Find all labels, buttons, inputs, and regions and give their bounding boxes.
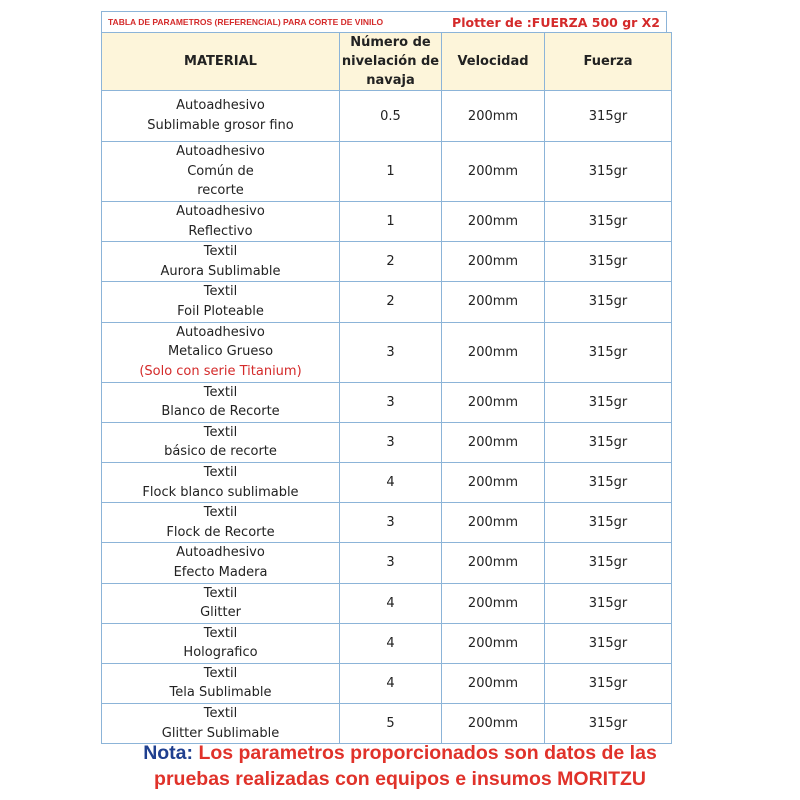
material-line: Flock blanco sublimable <box>142 484 299 500</box>
table-row <box>102 583 672 623</box>
force-cell: 315gr <box>545 704 672 744</box>
material-cell <box>102 462 340 502</box>
speed-cell: 200mm <box>442 623 545 663</box>
material-line: Textil <box>203 505 238 521</box>
material-line: Glitter <box>200 605 241 621</box>
table-title: TABLA DE PARAMETROS (REFERENCIAL) PARA CORTE DE VINILO <box>108 17 384 27</box>
force-cell: 315gr <box>545 422 672 462</box>
material-line: Foil Ploteable <box>177 303 264 319</box>
table-row <box>102 503 672 543</box>
material-line: básico de recorte <box>164 444 277 460</box>
force-cell: 315gr <box>545 663 672 703</box>
material-line: Efecto Madera <box>173 564 268 580</box>
material-cell <box>102 242 340 282</box>
blade-level-cell: 3 <box>340 382 442 422</box>
material-cell <box>102 282 340 322</box>
speed-cell: 200mm <box>442 462 545 502</box>
force-cell: 315gr <box>545 462 672 502</box>
table-row <box>102 422 672 462</box>
force-cell: 315gr <box>545 242 672 282</box>
speed-cell: 200mm <box>442 242 545 282</box>
blade-level-cell: 2 <box>340 282 442 322</box>
material-line: Textil <box>203 665 238 681</box>
material-cell <box>102 623 340 663</box>
speed-cell: 200mm <box>442 583 545 623</box>
blade-level-cell: 4 <box>340 623 442 663</box>
material-line: Autoadhesivo <box>176 98 265 114</box>
material-line: Textil <box>203 585 238 601</box>
material-line: Blanco de Recorte <box>161 404 280 420</box>
force-cell: 315gr <box>545 543 672 583</box>
blade-level-cell: 3 <box>340 543 442 583</box>
material-line: Textil <box>203 625 238 641</box>
table-row <box>102 282 672 322</box>
force-cell: 315gr <box>545 382 672 422</box>
material-cell <box>102 663 340 703</box>
blade-level-cell: 3 <box>340 322 442 382</box>
speed-cell: 200mm <box>442 704 545 744</box>
parameters-table <box>101 32 672 744</box>
table-body <box>102 91 672 744</box>
speed-cell: 200mm <box>442 282 545 322</box>
blade-level-cell: 2 <box>340 242 442 282</box>
blade-level-cell: 4 <box>340 583 442 623</box>
force-cell: 315gr <box>545 322 672 382</box>
blade-level-cell: 1 <box>340 202 442 242</box>
force-cell: 315gr <box>545 503 672 543</box>
speed-cell: 200mm <box>442 543 545 583</box>
force-cell: 315gr <box>545 202 672 242</box>
material-line: Textil <box>203 464 238 480</box>
table-row <box>102 382 672 422</box>
material-line: Holografico <box>183 645 258 661</box>
material-line: Tela Sublimable <box>169 685 272 701</box>
material-cell <box>102 543 340 583</box>
force-cell: 315gr <box>545 142 672 202</box>
material-line: Autoadhesivo <box>176 144 265 160</box>
material-line: Autoadhesivo <box>176 545 265 561</box>
table-row <box>102 462 672 502</box>
blade-level-cell: 1 <box>340 142 442 202</box>
table-header-row <box>102 33 672 91</box>
material-line: Reflectivo <box>188 223 253 239</box>
table-row <box>102 322 672 382</box>
blade-level-cell: 3 <box>340 422 442 462</box>
table-row <box>102 242 672 282</box>
speed-cell: 200mm <box>442 91 545 142</box>
table-row <box>102 91 672 142</box>
speed-cell: 200mm <box>442 142 545 202</box>
note-line-2: pruebas realizadas con equipos e insumos MORITZU <box>154 768 646 790</box>
material-line: Sublimable grosor fino <box>147 118 294 133</box>
table-row <box>102 704 672 744</box>
note-label: Nota: <box>143 742 194 764</box>
blade-level-cell: 5 <box>340 704 442 744</box>
column-header-blade-level: Número de nivelación de navaja <box>340 33 442 91</box>
blade-level-cell: 0.5 <box>340 91 442 142</box>
material-line: Textil <box>203 706 238 722</box>
material-line: Aurora Sublimable <box>160 263 281 279</box>
material-line: Textil <box>203 284 238 300</box>
material-line: Metalico Grueso <box>167 344 274 360</box>
material-line: Flock de Recorte <box>166 524 275 540</box>
blade-level-cell: 4 <box>340 462 442 502</box>
force-cell: 315gr <box>545 282 672 322</box>
material-line: recorte <box>197 183 244 199</box>
note-line-1: Los parametros proporcionados son datos de las <box>198 742 657 764</box>
speed-cell: 200mm <box>442 382 545 422</box>
force-cell: 315gr <box>545 623 672 663</box>
material-cell <box>102 382 340 422</box>
material-line: Textil <box>203 244 238 260</box>
footer-note <box>0 740 800 792</box>
material-cell <box>102 583 340 623</box>
blade-level-cell: 4 <box>340 663 442 703</box>
speed-cell: 200mm <box>442 322 545 382</box>
material-cell <box>102 142 340 202</box>
table-row <box>102 623 672 663</box>
material-cell <box>102 704 340 744</box>
material-cell <box>102 91 340 142</box>
material-line: Textil <box>203 384 238 400</box>
material-cell <box>102 503 340 543</box>
table-row <box>102 142 672 202</box>
material-cell <box>102 322 340 382</box>
speed-cell: 200mm <box>442 663 545 703</box>
table-row <box>102 663 672 703</box>
speed-cell: 200mm <box>442 503 545 543</box>
column-header-material: MATERIAL <box>102 33 340 91</box>
table-row <box>102 543 672 583</box>
material-line: Común de <box>187 163 254 179</box>
material-cell <box>102 422 340 462</box>
parameters-table-container <box>101 11 667 744</box>
table-row <box>102 202 672 242</box>
material-cell <box>102 202 340 242</box>
material-line: Textil <box>203 424 238 440</box>
blade-level-cell: 3 <box>340 503 442 543</box>
speed-cell: 200mm <box>442 202 545 242</box>
column-header-speed: Velocidad <box>442 33 545 91</box>
force-cell: 315gr <box>545 91 672 142</box>
force-cell: 315gr <box>545 583 672 623</box>
material-line: Autoadhesivo <box>176 204 265 219</box>
speed-cell: 200mm <box>442 422 545 462</box>
plotter-title: Plotter de :FUERZA 500 gr X2 <box>452 14 660 30</box>
material-line: Autoadhesivo <box>176 324 265 340</box>
column-header-force: Fuerza <box>545 33 672 91</box>
material-line: Glitter Sublimable <box>161 725 280 741</box>
table-title-bar <box>101 11 667 32</box>
material-line: (Solo con serie Titanium) <box>139 363 302 379</box>
